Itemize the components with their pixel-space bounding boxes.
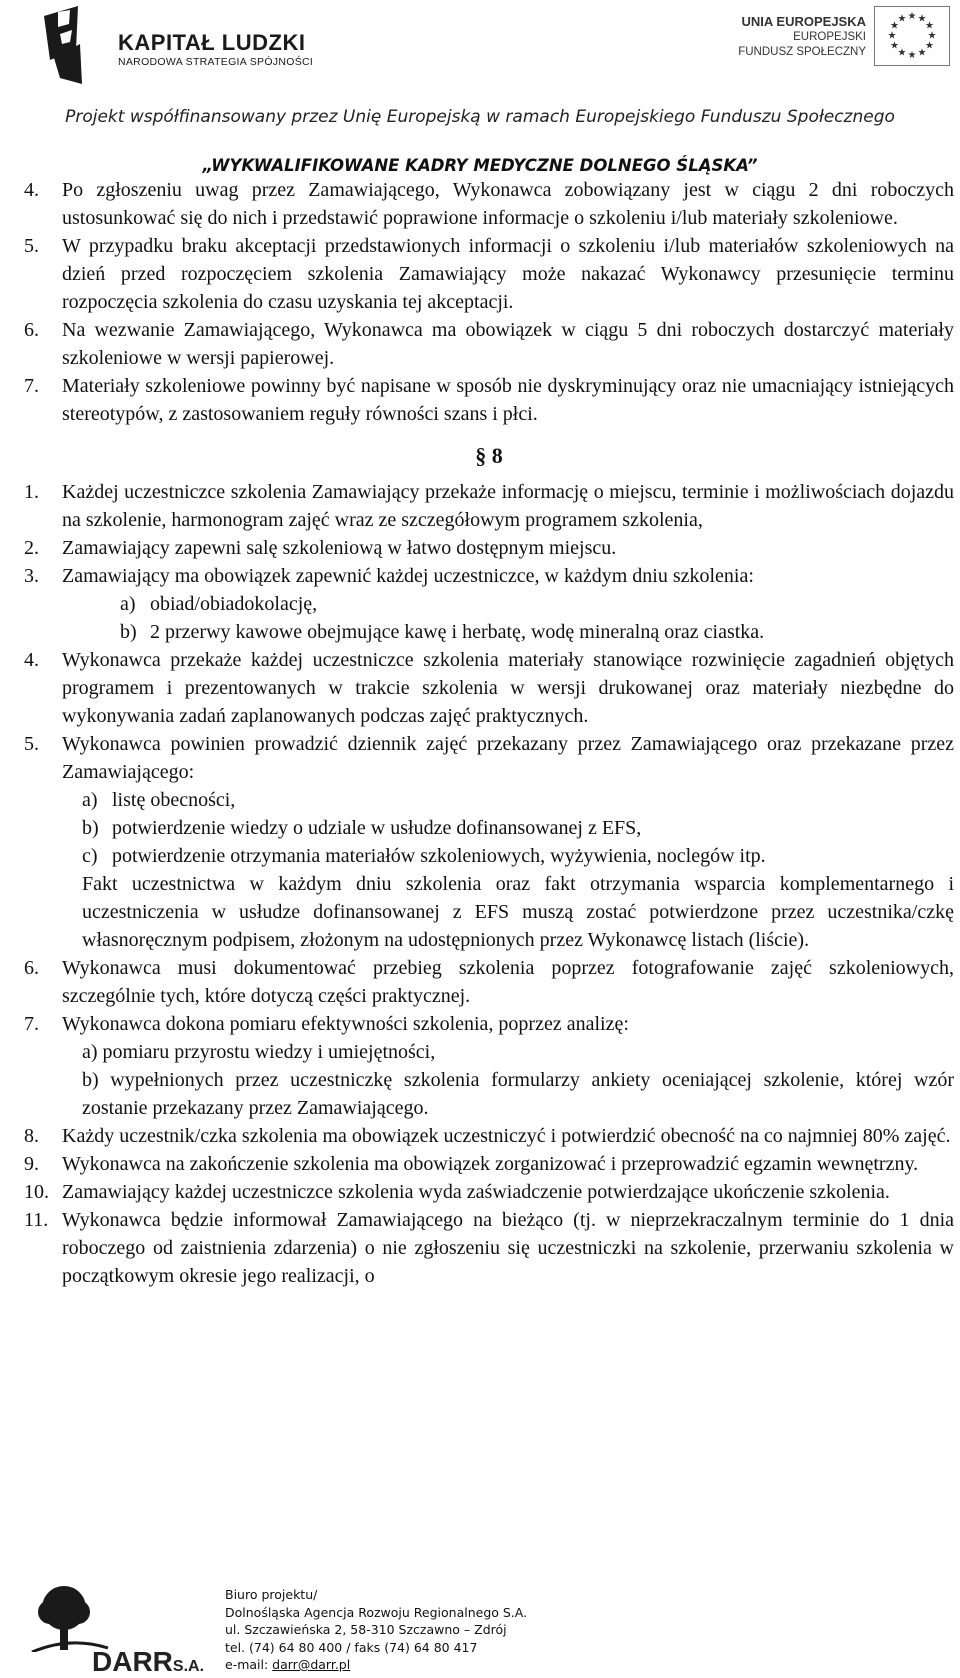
item-number: 10. xyxy=(24,1181,49,1203)
list-item xyxy=(24,1178,954,1206)
list-item xyxy=(24,534,954,562)
sub-item xyxy=(120,618,954,646)
item-text: Każdy uczestnik/czka szkolenia ma obowiązek uczestniczyć i potwierdzić obecność na co najmniej 80% zajęć. xyxy=(62,1125,951,1147)
list-item xyxy=(24,1010,954,1122)
attendance-confirmation-paragraph: Fakt uczestnictwa w każdym dniu szkolenia oraz fakt otrzymania wsparcia komplementarnego i uczestniczenia w usłudze dofinansowanej z EFS muszą zostać potwierdzone przez uczestnika/czkę własnoręcznym podpisem, złożonym na udostępnionych przez Wykonawcę listach (liście). xyxy=(82,873,954,951)
svg-text:★: ★ xyxy=(925,20,934,32)
list-item xyxy=(24,232,954,316)
svg-text:★: ★ xyxy=(887,30,897,42)
list-item xyxy=(24,176,954,232)
svg-text:★: ★ xyxy=(890,40,899,52)
sub-item-label: b) xyxy=(82,817,99,839)
darr-name: DARR xyxy=(92,1646,173,1677)
list-item xyxy=(24,730,954,954)
list-item xyxy=(24,316,954,372)
svg-text:★: ★ xyxy=(897,13,907,25)
sub-item xyxy=(82,786,954,814)
item-text: Wykonawca dokona pomiaru efektywności szkolenia, poprzez analizę: xyxy=(62,1013,629,1035)
email-label: e-mail: xyxy=(225,1657,273,1672)
sub-item-text: potwierdzenie wiedzy o udziale w usłudze dofinansowanej z EFS, xyxy=(112,817,642,839)
item-text: Na wezwanie Zamawiającego, Wykonawca ma obowiązek w ciągu 5 dni roboczych dostarczyć materiały szkoleniowe w wersji papierowej. xyxy=(62,319,954,369)
item-text: Zamawiający ma obowiązek zapewnić każdej uczestniczce, w każdym dniu szkolenia: xyxy=(62,565,754,587)
svg-text:★: ★ xyxy=(897,47,907,59)
item-text: Wykonawca przekaże każdej uczestniczce szkolenia materiały stanowiące rozwinięcie zagadnień objętych programem i prezentowanych w trakcie szkolenia w wersji drukowanej oraz materiały niezbędne do wykonywania zadań zaplanowanych podczas zajęć praktycznych. xyxy=(62,649,954,727)
svg-text:★: ★ xyxy=(907,50,917,61)
eu-logo xyxy=(700,6,948,72)
page-footer xyxy=(0,1576,960,1678)
footer-line: ul. Szczawieńska 2, 58-310 Szczawno – Zdrój xyxy=(225,1622,507,1637)
kapital-ludzki-emblem-icon xyxy=(40,6,110,84)
item-number: 4. xyxy=(24,179,39,201)
item-number: 6. xyxy=(24,957,39,979)
darr-logo-text xyxy=(92,1646,204,1678)
list-item xyxy=(24,478,954,534)
sub-item-label: b) xyxy=(120,621,137,643)
item-text: Zamawiający każdej uczestniczce szkolenia wyda zaświadczenie potwierdzające ukończenie szkolenia. xyxy=(62,1181,890,1203)
list-item xyxy=(24,954,954,1010)
item-number: 11. xyxy=(24,1209,49,1231)
item-number: 5. xyxy=(24,235,39,257)
document-body xyxy=(24,176,954,1290)
sub-item-text: obiad/obiadokolację, xyxy=(150,593,318,615)
footer-email-line xyxy=(225,1656,527,1674)
item-number: 4. xyxy=(24,649,39,671)
darr-logo xyxy=(30,1582,205,1678)
item-number: 6. xyxy=(24,319,39,341)
list-item xyxy=(24,1122,954,1150)
eu-flag-icon xyxy=(874,6,950,66)
project-cofinancing-line: Projekt współfinansowany przez Unię Europejską w ramach Europejskiego Funduszu Społecznego xyxy=(65,107,895,127)
eu-line1: UNIA EUROPEJSKA xyxy=(741,14,866,29)
item-number: 7. xyxy=(24,1013,39,1035)
sub-item xyxy=(82,842,954,870)
sub-item-label: c) xyxy=(82,845,98,867)
kl-title: KAPITAŁ LUDZKI xyxy=(118,30,306,55)
sub-item xyxy=(120,590,954,618)
page-header xyxy=(0,0,960,127)
eu-line3: FUNDUSZ SPOŁECZNY xyxy=(738,46,866,58)
item-text: Po zgłoszeniu uwag przez Zamawiającego, Wykonawca zobowiązany jest w ciągu 2 dni roboczych ustosunkować się do nich i przedstawić poprawione informacje o szkoleniu i/lub materiały szkoleniowe. xyxy=(62,179,954,229)
svg-text:★: ★ xyxy=(917,47,927,59)
darr-suffix: S.A. xyxy=(172,1658,205,1675)
sub-item: a) pomiaru przyrostu wiedzy i umiejętności, xyxy=(82,1041,436,1063)
footer-contact xyxy=(225,1586,527,1674)
list-item xyxy=(24,1206,954,1290)
tree-icon xyxy=(30,1582,110,1652)
item-text: Materiały szkoleniowe powinny być napisane w sposób nie dyskryminujący oraz nie umacniający istniejących stereotypów, z zastosowaniem reguły równości szans i płci. xyxy=(62,375,954,425)
item-number: 5. xyxy=(24,733,39,755)
svg-text:★: ★ xyxy=(917,13,927,25)
eu-line2: EUROPEJSKI xyxy=(793,31,866,43)
sub-item-text: 2 przerwy kawowe obejmujące kawę i herbatę, wodę mineralną oraz ciastka. xyxy=(150,621,765,643)
item-text: Wykonawca powinien prowadzić dziennik zajęć przekazany przez Zamawiającego oraz przekazane przez Zamawiającego: xyxy=(62,733,954,783)
item-text: Zamawiający zapewni salę szkoleniową w łatwo dostępnym miejscu. xyxy=(62,537,617,559)
item-text: Wykonawca musi dokumentować przebieg szkolenia poprzez fotografowanie zajęć szkoleniowych, szczególnie tych, które dotyczą części praktycznej. xyxy=(62,957,954,1007)
project-name: „WYKWALIFIKOWANE KADRY MEDYCZNE DOLNEGO ŚLĄSKA” xyxy=(202,156,758,175)
item-text: Każdej uczestniczce szkolenia Zamawiający przekaże informację o miejscu, terminie i możliwościach dojazdu na szkolenie, harmonogram zajęć wraz ze szczegółowym programem szkolenia, xyxy=(62,481,954,531)
section-heading: § 8 xyxy=(475,443,503,468)
list-item xyxy=(24,372,954,428)
kapital-ludzki-logo xyxy=(40,6,340,84)
list-item xyxy=(24,562,954,646)
email-link[interactable]: darr@darr.pl xyxy=(272,1657,351,1672)
svg-text:★: ★ xyxy=(907,11,917,22)
item-number: 7. xyxy=(24,375,39,397)
item-number: 1. xyxy=(24,481,39,503)
item-text: Wykonawca na zakończenie szkolenia ma obowiązek zorganizować i przeprowadzić egzamin wewnętrzny. xyxy=(62,1153,919,1175)
sub-item-label: a) xyxy=(82,789,98,811)
svg-text:★: ★ xyxy=(927,30,937,42)
svg-text:★: ★ xyxy=(925,40,934,52)
sub-item: b) wypełnionych przez uczestniczkę szkolenia formularzy ankiety oceniającej szkolenie, której wzór zostanie przekazany przez Zamawiającego. xyxy=(82,1069,954,1119)
item-number: 9. xyxy=(24,1153,39,1175)
item-number: 8. xyxy=(24,1125,39,1147)
svg-text:★: ★ xyxy=(890,20,899,32)
footer-line: Dolnośląska Agencja Rozwoju Regionalnego S.A. xyxy=(225,1604,528,1620)
sub-item-text: listę obecności, xyxy=(112,789,236,811)
sub-item-text: potwierdzenie otrzymania materiałów szkoleniowych, wyżywienia, noclegów itp. xyxy=(112,845,766,867)
kl-subtitle: NARODOWA STRATEGIA SPÓJNOŚCI xyxy=(118,56,314,68)
sub-item-label: a) xyxy=(120,593,136,615)
item-number: 2. xyxy=(24,537,39,559)
sub-item xyxy=(82,814,954,842)
item-text: W przypadku braku akceptacji przedstawionych informacji o szkoleniu i/lub materiałów szkoleniowych na dzień przed rozpoczęciem szkolenia Zamawiający może nakazać Wykonawcy przesunięcie terminu rozpoczęcia szkolenia do czasu uzyskania tej akceptacji. xyxy=(62,235,954,313)
footer-line: tel. (74) 64 80 400 / faks (74) 64 80 417 xyxy=(225,1639,478,1655)
item-text: Wykonawca będzie informował Zamawiającego na bieżąco (tj. w nieprzekraczalnym terminie do 1 dnia roboczego od zaistnienia zdarzenia) o nie zgłoszeniu się uczestniczki na szkolenie, przerwaniu szkolenia w początkowym okresie jego realizacji, o xyxy=(62,1209,954,1287)
list-item xyxy=(24,1150,954,1178)
footer-line: Biuro projektu/ xyxy=(225,1587,318,1602)
item-number: 3. xyxy=(24,565,39,587)
list-item xyxy=(24,646,954,730)
